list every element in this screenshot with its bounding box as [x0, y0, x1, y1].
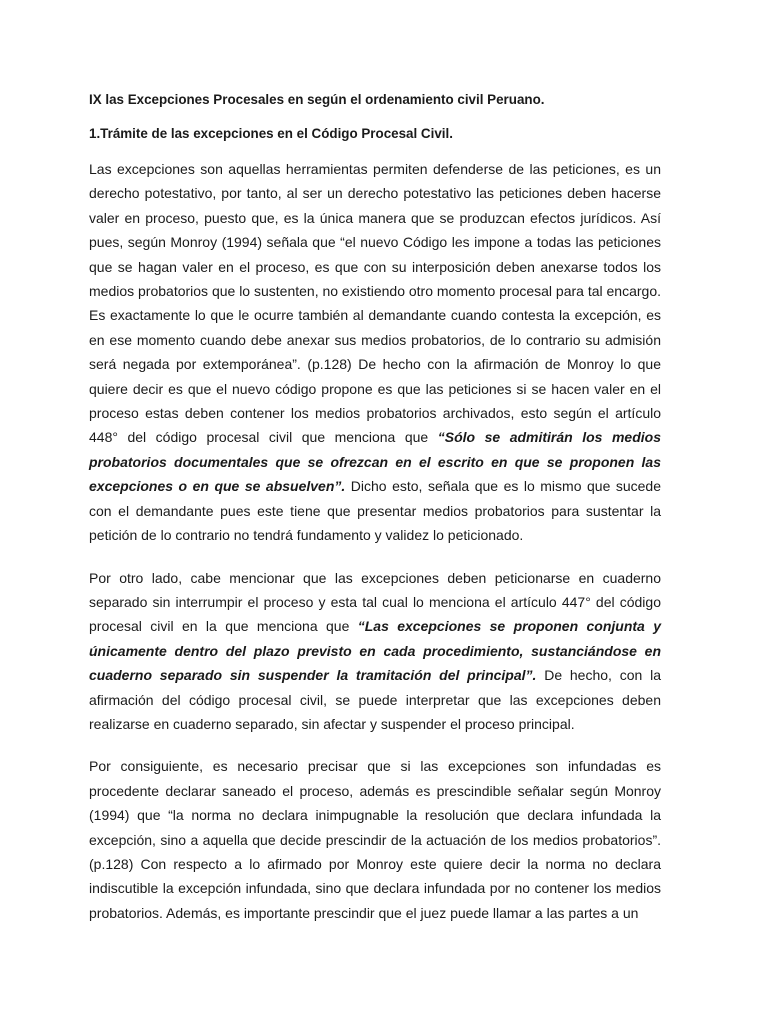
paragraph-1-quote: “Sólo se admitirán los medios probatorios documentales que se ofrezcan en el escrito en que se proponen las excepciones o en que se absuelven”. — [89, 429, 661, 495]
subsection-heading: 1.Trámite de las excepciones en el Código Procesal Civil. — [89, 126, 453, 141]
paragraph-1-text-b: Dicho esto, señala que es lo mismo que sucede con el demandante pues este tiene que presentar medios probatorios para sustentar la petición de lo contrario no tendrá fundamento y validez lo peticionado. — [89, 478, 662, 544]
section-heading: IX las Excepciones Procesales en según el ordenamiento civil Peruano. — [89, 92, 545, 107]
paragraph-1 — [89, 157, 661, 548]
paragraph-2-text-a: Por otro lado, cabe mencionar que las excepciones deben peticionarse en cuaderno separado sin interrumpir el proceso y esta tal cual lo menciona el artículo 447° del código procesal civil en la que menciona que — [89, 569, 661, 635]
document-page — [89, 90, 661, 943]
paragraph-1-text-a: Las excepciones son aquellas herramientas permiten defenderse de las peticiones, es un derecho potestativo, por tanto, al ser un derecho potestativo las peticiones deben hacerse valer en proceso, puesto que, es la única manera que se produzcan efectos jurídicos. Así pues, según Monroy (1994) señala que “el nuevo Código les impone a todas las peticiones que se hagan valer en el proceso, es que con su interposición deben anexarse todos los medios probatorios que lo sustenten, no existiendo otro momento procesal para tal encargo. Es exactamente lo que le ocurre también al demandante cuando contesta la excepción, es en ese momento cuando debe anexar sus medios probatorios, de lo contrario su admisión será negada por extemporánea”. (p.128) De hecho con la afirmación de Monroy lo que quiere decir es que el nuevo código propone es que las peticiones si se hacen valer en el proceso estas deben contener los medios probatorios archivados, esto según el artículo 448° del código procesal civil que menciona que — [89, 161, 662, 446]
paragraph-2-text-b: De hecho, con la afirmación del código procesal civil, se puede interpretar que las excepciones deben realizarse en cuaderno separado, sin afectar y suspender el proceso principal. — [89, 667, 661, 732]
paragraph-3: Por consiguiente, es necesario precisar que si las excepciones son infundadas es procedente declarar saneado el proceso, además es prescindible señalar según Monroy (1994) que “la norma no declara inimpugnable la resolución que declara infundada la excepción, sino a aquella que decide prescindir de la actuación de los medios probatorios”. (p.128) Con respecto a lo afirmado por Monroy este quiere decir la norma no declara indiscutible la excepción infundada, sino que declara infundada por no contener los medios probatorios. Además, es importante prescindir que el juez puede llamar a las partes a un — [89, 758, 661, 921]
paragraph-2 — [89, 566, 661, 737]
paragraph-2-quote: “Las excepciones se proponen conjunta y únicamente dentro del plazo previsto en cada procedimiento, sustanciándose en cuaderno separado sin suspender la tramitación del principal”. — [89, 618, 661, 684]
